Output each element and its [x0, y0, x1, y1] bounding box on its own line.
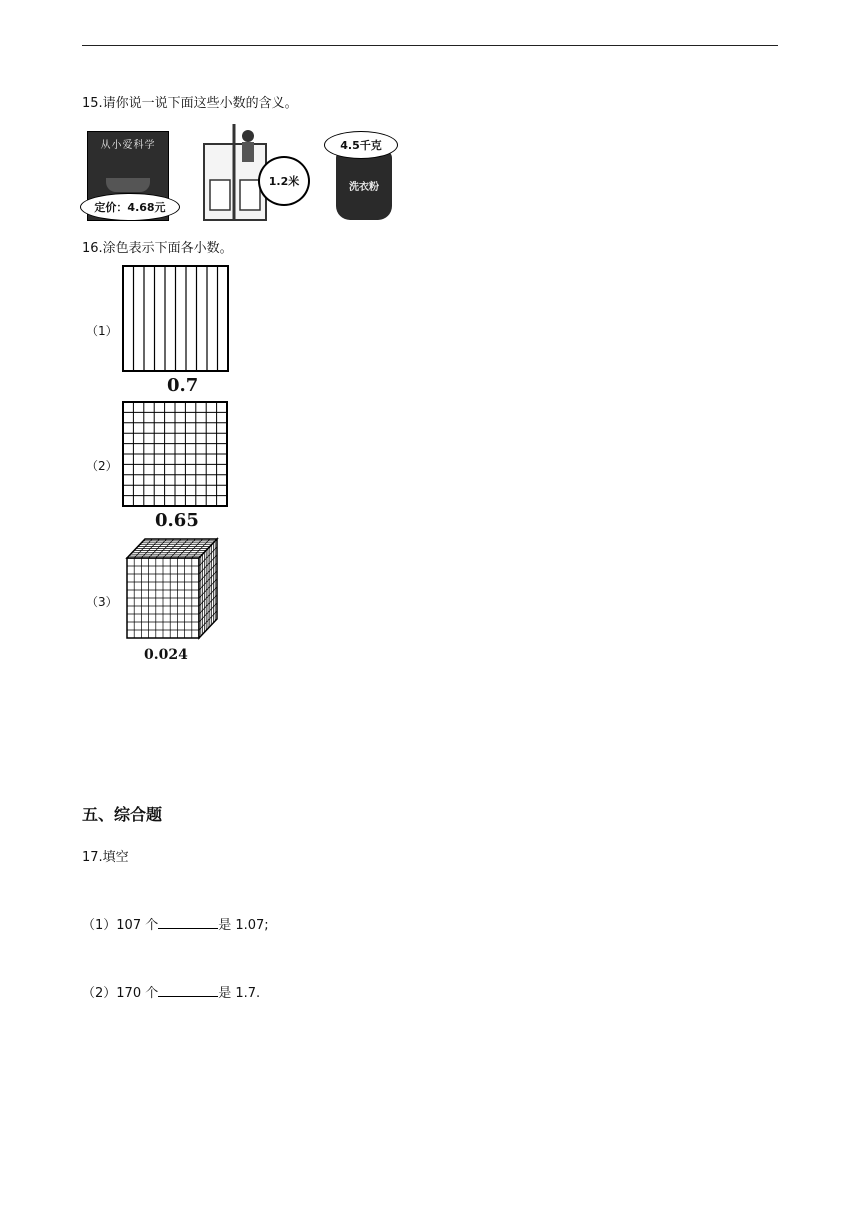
header-rule — [82, 45, 778, 46]
bag-weight-tag: 4.5千克 — [324, 131, 398, 159]
hundredths-grid — [122, 401, 228, 507]
bag-label: 洗衣粉 — [349, 182, 379, 193]
height-label: 1.2米 — [258, 156, 310, 206]
q16-item2-value: 0.65 — [155, 510, 199, 531]
q17-blank1[interactable] — [158, 916, 218, 929]
q16-item1-number: （1） — [86, 324, 118, 338]
q16-item2-number: （2） — [86, 459, 118, 473]
q17-blank2[interactable] — [158, 984, 218, 997]
q17-line2 — [82, 982, 260, 1001]
q15-title: 15.请你说一说下面这些小数的含义。 — [82, 96, 298, 111]
q16-item1-value: 0.7 — [167, 375, 199, 396]
q16-title: 16.涂色表示下面各小数。 — [82, 241, 233, 256]
q17-line2-suffix: 是 1.7. — [218, 986, 261, 1001]
q17-line1-prefix: （1）107 个 — [82, 918, 159, 933]
q17-line1 — [82, 914, 269, 933]
q17-line2-prefix: （2）170 个 — [82, 986, 159, 1001]
q17-line1-suffix: 是 1.07; — [218, 918, 269, 933]
book-price-tag: 定价：4.68元 — [80, 193, 180, 221]
q16-item3-number: （3） — [86, 595, 118, 609]
q17-title: 17.填空 — [82, 850, 129, 865]
thousandths-cube — [124, 536, 220, 642]
tenths-grid — [122, 265, 229, 372]
book-title: 从小爱科学 — [100, 140, 156, 151]
section-heading: 五、综合题 — [82, 805, 163, 824]
q16-item3-value: 0.024 — [144, 647, 188, 663]
detergent-bag-image — [336, 150, 392, 220]
ship-icon — [106, 178, 150, 192]
